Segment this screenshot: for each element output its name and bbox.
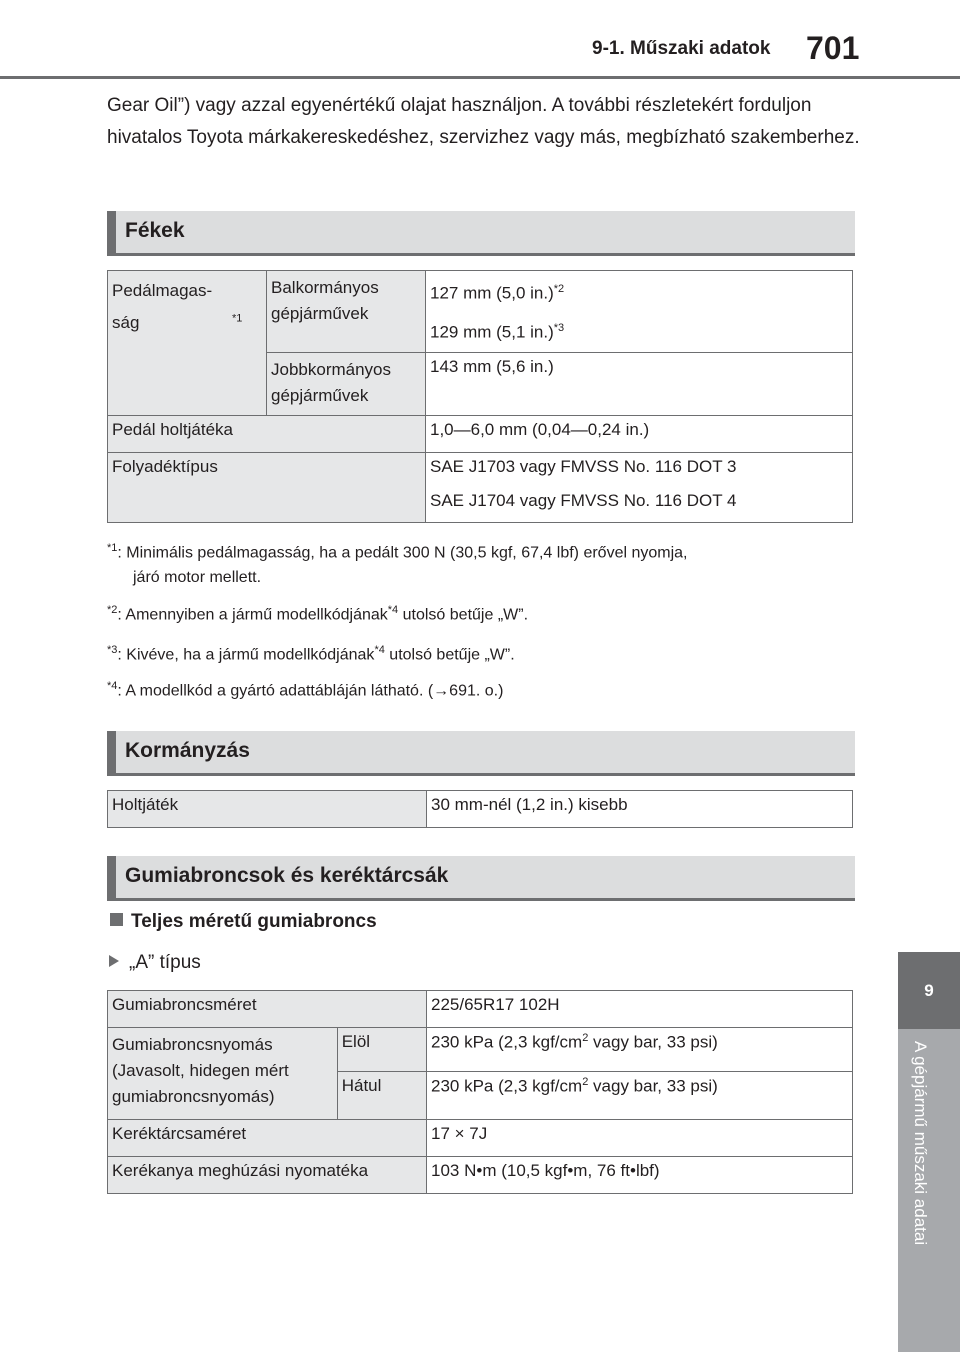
fluid-values-cell xyxy=(426,453,853,523)
footnote-text-end: utolsó betűje „W”. xyxy=(384,646,515,664)
rear-pressure-end: vagy bar, 33 psi) xyxy=(588,1076,718,1096)
footnote-ref: *1 xyxy=(232,312,243,325)
lug-nut-torque-value: 103 N•m (10,5 kgf•m, 76 ft•lbf) xyxy=(427,1157,853,1194)
section-heading-bar xyxy=(107,211,116,256)
footnote-mark: *2 xyxy=(107,604,118,616)
footnote-text: : Amennyiben a jármű modellkódjának xyxy=(117,606,388,624)
footnote-2 xyxy=(107,598,852,627)
lug-nut-torque-label: Kerékanya meghúzási nyomatéka xyxy=(108,1157,427,1194)
lhd-value-1: 127 mm (5,0 in.) xyxy=(430,283,554,303)
front-pressure-end: vagy bar, 33 psi) xyxy=(588,1032,718,1052)
section-heading-steering xyxy=(107,731,855,776)
pedal-height-label: Pedálmagas-ság xyxy=(112,281,213,332)
wheel-size-value: 17 × 7J xyxy=(427,1120,853,1157)
page-number: 701 xyxy=(806,30,860,66)
free-play-label: Pedál holtjátéka xyxy=(108,416,426,453)
superscript: 2 xyxy=(582,1076,589,1088)
section-heading-brakes xyxy=(107,211,855,256)
lhd-label: Balkormányos gépjárművek xyxy=(267,271,426,353)
rear-pressure-cell xyxy=(427,1072,853,1120)
lhd-values-cell xyxy=(426,271,853,353)
square-bullet-icon xyxy=(110,913,123,926)
type-a-label: „A” típus xyxy=(129,952,201,973)
rhd-value: 143 mm (5,6 in.) xyxy=(426,353,853,416)
fluid-label: Folyadéktípus xyxy=(108,453,426,523)
footnote-ref: *4 xyxy=(374,644,385,656)
front-pressure-cell xyxy=(427,1028,853,1072)
intro-paragraph: Gear Oil”) vagy azzal egyenértékű olajat használjon. A további részletekért forduljon hivatalos Toyota márkakereskedéshez, szervizhez vagy más, megbízható szakemberhez. xyxy=(107,95,860,148)
rhd-label: Jobbkormányos gépjárművek xyxy=(267,353,426,416)
footnote-ref: *3 xyxy=(553,321,565,334)
steering-table xyxy=(107,790,853,828)
rear-label: Hátul xyxy=(337,1072,426,1120)
chapter-tab-number: 9 xyxy=(898,952,960,1029)
header-rule xyxy=(0,76,960,79)
footnote-text: : Kivéve, ha a jármű modellkódjának xyxy=(117,646,375,664)
section-heading-text: Fékek xyxy=(125,219,185,242)
footnote-3 xyxy=(107,638,852,667)
tire-size-label: Gumiabroncsméret xyxy=(108,991,427,1028)
subheading-text: Teljes méretű gumiabroncs xyxy=(131,911,377,932)
lhd-value-2: 129 mm (5,1 in.) xyxy=(430,322,554,342)
section-heading-tires xyxy=(107,856,855,901)
footnote-mark: *3 xyxy=(107,644,118,656)
fluid-value-2: SAE J1704 vagy FMVSS No. 116 DOT 4 xyxy=(430,491,737,510)
footnote-4 xyxy=(107,674,852,703)
rear-pressure-value: 230 kPa (2,3 kgf/cm xyxy=(431,1076,583,1096)
steering-free-play-value: 30 mm-nél (1,2 in.) kisebb xyxy=(427,791,853,828)
steering-free-play-label: Holtjáték xyxy=(108,791,427,828)
free-play-value: 1,0—6,0 mm (0,04—0,24 in.) xyxy=(426,416,853,453)
arrow-icon: → xyxy=(433,682,450,700)
pedal-height-label-cell xyxy=(108,271,267,416)
footnote-mark: *4 xyxy=(107,680,118,692)
triangle-bullet-icon xyxy=(109,955,119,967)
subheading-full-size-tire xyxy=(110,911,377,933)
brakes-table xyxy=(107,270,853,523)
footnote-1 xyxy=(107,536,852,590)
page-reference: 691. o.) xyxy=(449,682,504,700)
wheel-size-label: Keréktárcsaméret xyxy=(108,1120,427,1157)
chapter-tab-title: A gépjármű műszaki adatai xyxy=(911,1041,930,1246)
footnote-ref: *2 xyxy=(553,283,565,295)
tires-table xyxy=(107,990,853,1194)
footnote-text-cont: járó motor mellett. xyxy=(133,569,262,587)
section-heading-bar xyxy=(107,856,116,901)
footnote-text-end: utolsó betűje „W”. xyxy=(398,606,529,624)
superscript: 2 xyxy=(582,1032,589,1044)
front-pressure-value: 230 kPa (2,3 kgf/cm xyxy=(431,1032,583,1052)
tire-size-value: 225/65R17 102H xyxy=(427,991,853,1028)
section-title: 9-1. Műszaki adatok xyxy=(592,38,771,59)
footnote-text: : Minimális pedálmagasság, ha a pedált 300 N (30,5 kgf, 67,4 lbf) erővel nyomja, xyxy=(117,544,688,562)
tire-pressure-label: Gumiabroncsnyomás (Javasolt, hidegen mért gumiabroncsnyomás) xyxy=(108,1028,338,1120)
section-heading-bar xyxy=(107,731,116,776)
section-heading-text: Gumiabroncsok és keréktárcsák xyxy=(125,864,449,887)
type-a-item xyxy=(109,952,201,974)
footnote-mark: *1 xyxy=(107,542,118,554)
fluid-value-1: SAE J1703 vagy FMVSS No. 116 DOT 3 xyxy=(430,457,737,476)
footnote-ref: *4 xyxy=(387,604,399,616)
footnote-text: : A modellkód a gyártó adattábláján látható. ( xyxy=(117,682,434,700)
front-label: Elöl xyxy=(337,1028,426,1072)
section-heading-text: Kormányzás xyxy=(125,739,250,762)
